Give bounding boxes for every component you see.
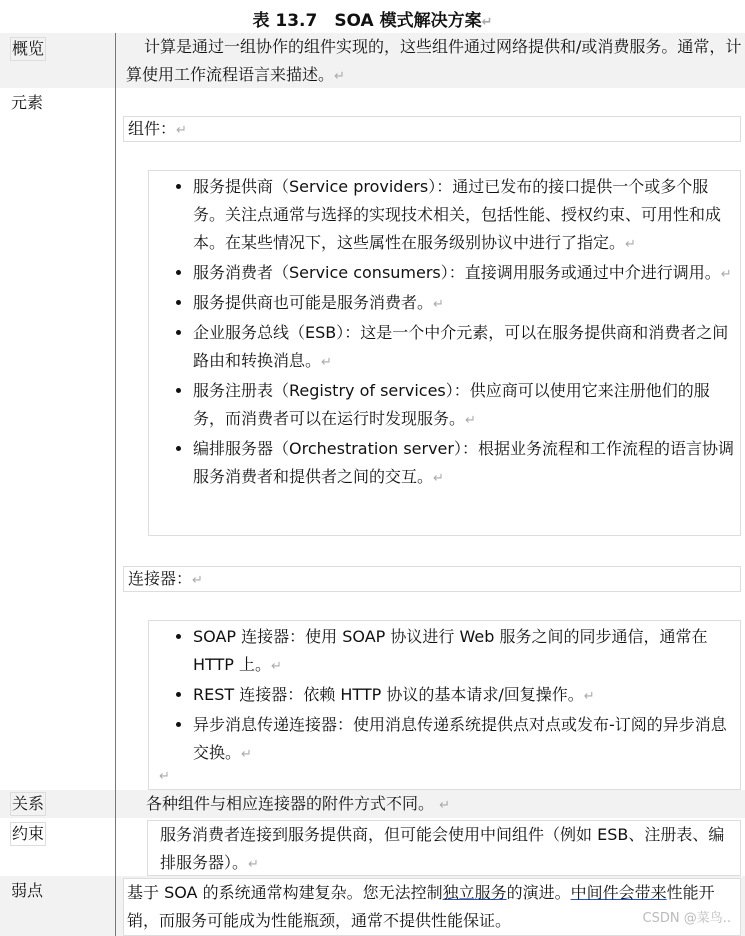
elements-label: 元素 [11,93,44,112]
list-item: • 企业服务总线（ESB）：这是一个中介元素，可以在服务提供商和消费者之间路由和转换消息。↵ [193,319,740,377]
list-item: • 编排服务器（Orchestration server）：根据业务流程和工作流程的语言协调服务消费者和提供者之间的交互。↵ [193,435,740,493]
relations-text: 各种组件与相应连接器的附件方式不同。 ↵ [146,794,451,813]
title-text: 表 13.7 SOA 模式解决方案 [252,11,482,31]
weaknesses-text: 基于 SOA 的系统通常构建复杂。您无法控制独立服务的演进。中间件会带来性能开销，而服务可能成为性能瓶颈，通常不提供性能保证。 [123,878,741,936]
column-divider [115,33,116,936]
list-item: • REST 连接器：依赖 HTTP 协议的基本请求/回复操作。↵ [193,681,740,711]
components-list [148,170,741,536]
list-item: • 服务消费者（Service consumers）：直接调用服务或通过中介进行调用。↵ [193,259,740,289]
components-heading: 组件：↵ [123,116,741,142]
list-item: • SOAP 连接器：使用 SOAP 协议进行 Web 服务之间的同步通信，通常在 HTTP 上。↵ [193,623,740,681]
overview-row [0,33,745,88]
list-item: • 服务提供商也可能是服务消费者。↵ [193,289,740,319]
list-item: • 服务提供商（Service providers）：通过已发布的接口提供一个或多个服务。关注点通常与选择的实现技术相关，包括性能、授权约束、可用性和成本。在某些情况下，这些属性在服务级别协议中进行了指定。↵ [193,173,740,259]
constraints-row [0,818,745,876]
weaknesses-label: 弱点 [11,881,44,900]
watermark: CSDN @菜鸟.. [642,911,731,926]
overview-text: 计算是通过一组协作的组件实现的，这些组件通过网络提供和/或消费服务。通常，计算使用工作流程语言来描述。↵ [126,37,742,84]
list-item: • 服务注册表（Registry of services）：供应商可以使用它来注册他们的服务，而消费者可以在运行时发现服务。↵ [193,377,740,435]
connectors-list: • SOAP 连接器：使用 SOAP 协议进行 Web 服务之间的同步通信，通常在 HTTP 上。↵ • REST 连接器：依赖 HTTP 协议的基本请求/回复操作。↵ • 异步消息传递连接器：使用消息传递系统提供点对点或发布-订阅的异步消息交换。↵ ↵ [148,620,741,790]
list-item: • 异步消息传递连接器：使用消息传递系统提供点对点或发布-订阅的异步消息交换。↵ [193,711,740,769]
relations-row [0,790,745,818]
relations-label: 关系 [10,792,46,816]
elements-row [0,88,745,790]
connectors-heading: 连接器：↵ [123,566,741,592]
constraints-text: 服务消费者连接到服务提供商，但可能会使用中间组件（例如 ESB、注册表、编排服务器）。↵ [147,820,741,876]
weaknesses-row [0,876,745,936]
table-title: 表 13.7 SOA 模式解决方案↵ [252,11,493,31]
overview-label: 概览 [10,37,46,61]
constraints-label: 约束 [10,822,46,846]
